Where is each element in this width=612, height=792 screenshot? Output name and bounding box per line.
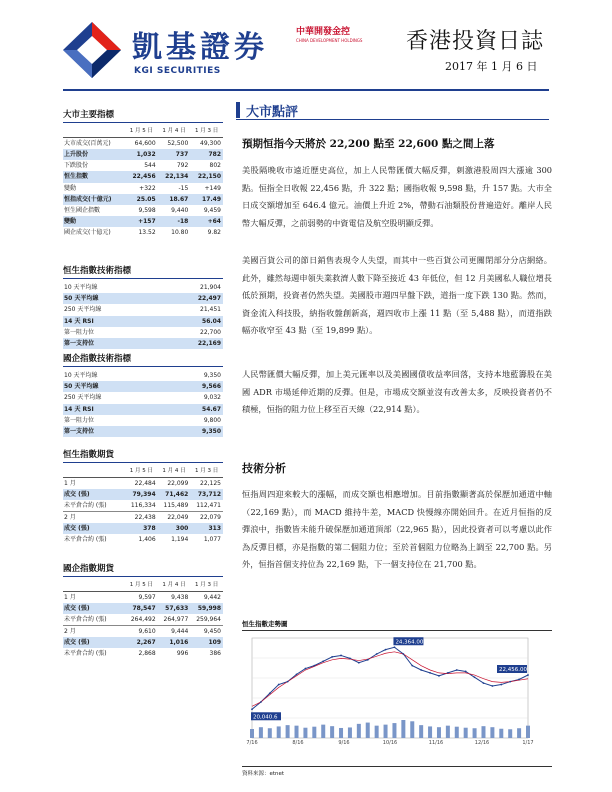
volume-bar — [526, 726, 530, 738]
header-divider — [63, 89, 549, 91]
table-header-row — [63, 580, 223, 592]
data-point — [438, 675, 440, 677]
hscei-technical-panel — [63, 352, 223, 437]
volume-bar — [473, 728, 477, 738]
cell-value: 802 — [209, 162, 221, 170]
data-point — [313, 665, 315, 667]
column-header: 1 月 5 日 — [125, 580, 158, 592]
row-label: 變動 — [63, 216, 125, 227]
table-row — [63, 149, 223, 160]
headline: 預期恒指今天將於 22,200 點至 22,600 點之間上落 — [242, 138, 495, 150]
table-row — [63, 205, 223, 216]
volume-bar — [312, 727, 316, 738]
column-header: 1 月 3 日 — [190, 580, 223, 592]
row-label: 下跌股份 — [64, 162, 89, 170]
row-label: 10 天平均線 — [64, 284, 98, 292]
cell-value: 79,394 — [125, 489, 158, 500]
x-tick-label: 9/16 — [338, 740, 350, 746]
cell-value: 737 — [158, 149, 191, 160]
table-row — [63, 370, 223, 381]
hscei-futures-title: 國企指數期貨 — [63, 562, 223, 577]
data-point — [296, 673, 298, 675]
volume-bar — [321, 725, 325, 738]
table-row — [63, 327, 223, 338]
data-point — [509, 681, 511, 683]
row-label: 14 天 RSI — [63, 404, 166, 415]
cell-value: 25.05 — [125, 194, 158, 205]
row-label: 大市成交(百萬元) — [64, 140, 111, 147]
row-label: 成交 (張) — [63, 637, 125, 648]
data-point — [411, 665, 413, 667]
table-row — [63, 512, 223, 524]
cell-value: 264,492 — [130, 616, 156, 624]
table-row — [63, 534, 223, 545]
row-label: 未平倉合約 (張) — [64, 616, 107, 624]
table-row — [63, 338, 223, 349]
cell-value: 73,712 — [190, 489, 223, 500]
cell-value: 1,194 — [171, 536, 189, 544]
volume-bar — [437, 727, 441, 738]
cell-value: 22,169 — [160, 338, 223, 349]
hscei-futures-table — [63, 580, 223, 660]
table-row — [63, 194, 223, 205]
data-point — [527, 674, 529, 676]
column-header: 1 月 3 日 — [190, 466, 223, 478]
cell-value: 996 — [176, 650, 189, 658]
column-header — [63, 466, 125, 478]
row-label: 2 月 — [63, 626, 125, 638]
cell-value: 9,598 — [138, 207, 156, 215]
data-point — [358, 662, 360, 664]
volume-bar — [277, 726, 281, 738]
data-point — [456, 669, 458, 671]
cell-value: 782 — [190, 149, 223, 160]
table-row — [63, 282, 223, 293]
data-point — [251, 708, 253, 710]
cell-value: 9,032 — [203, 394, 221, 402]
data-point — [305, 668, 307, 670]
table-row — [63, 426, 223, 437]
cell-value: 109 — [190, 637, 223, 648]
volume-bar — [295, 726, 299, 738]
column-header: 1 月 3 日 — [190, 126, 223, 138]
table-row — [63, 415, 223, 426]
cell-value: 9,459 — [203, 207, 221, 215]
cell-value: 378 — [125, 523, 158, 534]
brand-name-en: KGI SECURITIES — [134, 66, 221, 76]
market-review-title: 大市點評 — [246, 105, 299, 120]
row-label: 未平倉合約 (張) — [64, 536, 107, 544]
cell-value: +149 — [204, 184, 221, 192]
cell-value: 2,868 — [138, 650, 156, 658]
volume-bar — [517, 728, 521, 738]
data-point — [402, 653, 404, 655]
paragraph-4: 恒指周四迎來較大的漲幅，而成交額也相應增加。目前指數顯著高於保歷加通道中軸（22,169 點），而 MACD 維持牛差，MACD 快慢線亦開始回升。在近月恒指的反彈浪中，指數皆未能升破保歷加通道頂部（22,965 點），因此投資者可以考慮以此作為反彈目標，亦是指數的第二個阻力位；至於首個阻力位略為上調至 22,700 點。另外，恒指首個支持位為 22,169 點，下一個支持位在 21,700 點。 — [242, 489, 552, 569]
cell-value: 10.80 — [171, 229, 189, 237]
cell-value: 9,444 — [158, 626, 191, 638]
cell-value: 59,998 — [190, 603, 223, 614]
cell-value: 1,077 — [203, 536, 221, 544]
row-label: 未平倉合約 (張) — [64, 502, 107, 510]
volume-bar — [401, 720, 405, 738]
table-row — [63, 523, 223, 534]
volume-bar — [419, 725, 423, 738]
cell-value: 544 — [144, 162, 156, 170]
report-title: 香港投資日誌 — [406, 29, 545, 54]
cell-value: 22,049 — [158, 512, 191, 524]
data-point — [429, 672, 431, 674]
column-header: 1 月 4 日 — [158, 466, 191, 478]
x-tick-label: 11/16 — [428, 740, 444, 746]
cell-value: 22,456 — [125, 171, 158, 182]
volume-bar — [490, 727, 494, 738]
ctf-name-cn: 中華開發金控 — [296, 27, 351, 37]
hsi-futures-panel — [63, 448, 223, 546]
data-point — [385, 649, 387, 651]
cell-value: 115,489 — [163, 502, 189, 510]
cell-value: 57,633 — [158, 603, 191, 614]
table-row — [63, 637, 223, 648]
x-tick-label: 7/16 — [246, 740, 258, 746]
data-point — [474, 676, 476, 678]
row-label: 未平倉合約 (張) — [64, 650, 107, 658]
volume-bar — [348, 727, 352, 738]
technical-analysis-title: 技術分析 — [242, 462, 286, 475]
cell-value: 264,977 — [163, 616, 189, 624]
data-point — [322, 660, 324, 662]
volume-bar — [392, 723, 396, 738]
hsi-technical-title: 恒生指數技術指標 — [63, 264, 223, 279]
volume-bar — [375, 726, 379, 738]
cell-value: 21,451 — [200, 306, 221, 314]
column-header: 1 月 4 日 — [158, 580, 191, 592]
kgi-logo-icon — [63, 22, 121, 78]
chart-frame — [252, 638, 528, 738]
row-label: 成交 (張) — [63, 523, 125, 534]
volume-bar — [330, 726, 334, 738]
cell-value: 9,440 — [171, 207, 189, 215]
cell-value: 9,438 — [171, 594, 189, 601]
market-review-header — [236, 100, 549, 120]
cell-value: 9,450 — [190, 626, 223, 638]
cell-value: 22,134 — [158, 171, 191, 182]
table-row — [63, 227, 223, 238]
data-point — [518, 679, 520, 681]
cell-value: 22,484 — [134, 480, 156, 487]
data-point — [465, 671, 467, 673]
row-label: 14 天 RSI — [63, 316, 160, 327]
table-row — [63, 171, 223, 182]
data-point — [491, 685, 493, 687]
cell-value: 9,566 — [166, 381, 223, 392]
cell-value: 56.04 — [160, 316, 223, 327]
data-point — [269, 692, 271, 694]
table-row — [63, 489, 223, 500]
paragraph-2: 美國百貨公司的節日銷售表現令人失望，而其中一些百貨公司更關閉部分分店網絡。此外，雖然每週申領失業救濟人數下降至接近 43 年低位，但 12 月美國私人職位增長低於預期，投資者仍然失望。美國股市週四早盤下跌，道指一度下跌 130 點。然而，資金流入科技股，納指收盤創新高，週四收市上漲 11 點（至 5,488 點），而道指跌幅亦收窄至 43 點（至 19,899 點）。 — [242, 255, 552, 335]
volume-bar — [366, 723, 370, 738]
data-point — [367, 659, 369, 661]
hsi-technical-table — [63, 282, 223, 349]
row-label: 第一支持位 — [63, 338, 160, 349]
ctf-logo — [296, 24, 366, 43]
cell-value: 22,497 — [160, 293, 223, 304]
source-note: 資料來源：etnet — [242, 766, 552, 777]
volume-bar — [268, 728, 272, 738]
hsi-futures-body — [63, 478, 223, 546]
volume-bar — [455, 727, 459, 738]
row-label: 第一阻力位 — [64, 328, 95, 336]
paragraph-3: 人民幣匯價大幅反彈，加上美元匯率以及美國國債收益率回落，支持本地藍籌股在美國 ADR 市場延伸近期的反彈。但是，市場成交額並沒有改善太多，反映投資者仍不積極，恒指的阻力位上移至百天線（22,914 點）。 — [242, 369, 552, 414]
market-indicators-body — [63, 138, 223, 239]
table-header-row — [63, 466, 223, 478]
table-row — [63, 138, 223, 150]
row-label: 250 天平均線 — [64, 306, 102, 314]
cell-value: 2,267 — [125, 637, 158, 648]
cell-value: 18.67 — [158, 194, 191, 205]
cell-value: -15 — [178, 184, 189, 192]
data-point — [260, 701, 262, 703]
x-tick-label: 10/16 — [382, 740, 398, 746]
column-header: 1 月 5 日 — [125, 126, 158, 138]
data-point — [500, 684, 502, 686]
cell-value: 9,610 — [125, 626, 158, 638]
table-header-row — [63, 126, 223, 138]
cell-value: 259,964 — [196, 616, 221, 624]
cell-value: 22,150 — [190, 171, 223, 182]
row-label: 國企成交(十億元) — [64, 229, 111, 237]
cell-value: 22,125 — [200, 480, 221, 487]
volume-bar — [446, 726, 450, 738]
table-row — [63, 500, 223, 512]
annotation-label: 22,456.00 — [499, 667, 527, 674]
cell-value: 9,800 — [203, 416, 221, 424]
annotation-label: 24,364.00 — [395, 639, 424, 646]
cell-value: +157 — [125, 216, 158, 227]
cell-value: -18 — [158, 216, 191, 227]
hscei-technical-table — [63, 370, 223, 437]
hscei-technical-title: 國企指數技術指標 — [63, 352, 223, 367]
cell-value: 52,500 — [167, 140, 189, 147]
cell-value: 22,099 — [167, 480, 189, 487]
row-label: 1 月 — [64, 480, 76, 487]
column-header — [63, 126, 125, 138]
row-label: 恒生國企指數 — [64, 207, 101, 215]
x-tick-label: 8/16 — [292, 740, 304, 746]
volume-bar — [410, 721, 414, 738]
hscei-technical-body — [63, 370, 223, 437]
data-point — [420, 669, 422, 671]
row-label: 250 天平均線 — [64, 394, 102, 402]
table-row — [63, 648, 223, 659]
hsi-technical-body — [63, 282, 223, 349]
report-date: 2017 年 1 月 6 日 — [445, 60, 538, 73]
volume-bar — [286, 725, 290, 738]
cell-value: 300 — [158, 523, 191, 534]
cell-value: 9,350 — [203, 372, 221, 380]
table-row — [63, 404, 223, 415]
cell-value: 13.52 — [138, 229, 156, 237]
column-header: 1 月 4 日 — [158, 126, 191, 138]
chart-title: 恒生指數走勢圖 — [242, 619, 552, 631]
data-point — [349, 657, 351, 659]
cell-value: 9.82 — [207, 229, 221, 237]
hsi-futures-title: 恒生指數期貨 — [63, 448, 223, 463]
volume-bar — [259, 727, 263, 738]
hsi-futures-table — [63, 466, 223, 546]
row-label: 10 天平均線 — [64, 372, 98, 380]
data-point — [331, 656, 333, 658]
cell-value: 54.67 — [166, 404, 223, 415]
paragraph-1: 美股隔晚收市遠近歷史高位，加上人民幣匯價大幅反彈，刺激港股周四大漲逾 300 點。恒指全日收報 22,456 點，升 322 點；國指收報 9,598 點，升 157 點。大市全日成交額增加至 646.4 億元。油價上升近 2%，帶動石油類股份普遍造好。離岸人民幣大幅反彈，之前弱勢的中資電信及航空股明顯反彈。 — [242, 165, 552, 228]
market-indicators-title: 大市主要指標 — [63, 108, 223, 123]
cell-value: 386 — [209, 650, 221, 658]
market-indicators-table — [63, 126, 223, 239]
cell-value: 9,597 — [138, 594, 156, 601]
cell-value: 64,600 — [134, 140, 156, 147]
volume-bar — [357, 724, 361, 738]
table-row — [63, 603, 223, 614]
volume-bar — [339, 728, 343, 738]
column-header: 1 月 5 日 — [125, 466, 158, 478]
table-row — [63, 592, 223, 604]
row-label: 50 天平均線 — [63, 381, 166, 392]
row-label: 成交 (張) — [63, 489, 125, 500]
table-row — [63, 293, 223, 304]
cell-value: 116,334 — [130, 502, 156, 510]
data-point — [287, 681, 289, 683]
data-point — [483, 682, 485, 684]
table-row — [63, 216, 223, 227]
table-row — [63, 392, 223, 403]
column-header — [63, 580, 125, 592]
row-label: 第一支持位 — [63, 426, 166, 437]
cell-value: 1,406 — [138, 536, 156, 544]
volume-bar — [250, 729, 254, 738]
row-label: 恒指成交(十億元) — [63, 194, 125, 205]
cell-value: 1,016 — [158, 637, 191, 648]
table-row — [63, 304, 223, 315]
hsi-chart — [248, 632, 548, 746]
cell-value: 71,462 — [158, 489, 191, 500]
cell-value: 9,442 — [203, 594, 221, 601]
row-label: 第一阻力位 — [64, 416, 95, 424]
volume-bar — [384, 725, 388, 738]
cell-value: +322 — [139, 184, 156, 192]
cell-value: 792 — [176, 162, 189, 170]
cell-value: 17.49 — [190, 194, 223, 205]
data-point — [340, 655, 342, 657]
hsi-technical-panel — [63, 264, 223, 349]
cell-value: 313 — [190, 523, 223, 534]
cell-value: +64 — [190, 216, 223, 227]
brand-name-cn: 凱基證券 — [132, 30, 268, 65]
data-point — [278, 684, 280, 686]
row-label: 1 月 — [64, 594, 76, 601]
cell-value: 78,547 — [125, 603, 158, 614]
row-label: 上升股份 — [63, 149, 125, 160]
table-row — [63, 316, 223, 327]
cell-value: 1,032 — [125, 149, 158, 160]
row-label: 成交 (張) — [63, 603, 125, 614]
x-tick-label: 1/17 — [522, 740, 534, 746]
table-row — [63, 160, 223, 171]
table-row — [63, 478, 223, 490]
cell-value: 22,079 — [190, 512, 223, 524]
volume-bar — [481, 726, 485, 738]
row-label: 恒生指數 — [63, 171, 125, 182]
cell-value: 22,700 — [200, 328, 221, 336]
hscei-futures-body — [63, 592, 223, 660]
data-point — [394, 646, 396, 648]
table-row — [63, 381, 223, 392]
hscei-futures-panel — [63, 562, 223, 660]
cell-value: 112,471 — [196, 502, 221, 510]
volume-bar — [464, 728, 468, 738]
cell-value: 9,350 — [166, 426, 223, 437]
annotation-label: 20,040.6 — [253, 714, 278, 721]
data-point — [447, 672, 449, 674]
ctf-name-en: CHINA DEVELOPMENT HOLDINGS — [296, 38, 363, 43]
row-label: 變動 — [64, 184, 77, 192]
table-row — [63, 183, 223, 194]
table-row — [63, 626, 223, 638]
cell-value: 49,300 — [200, 140, 221, 147]
volume-bar — [303, 728, 307, 738]
market-indicators-panel — [63, 108, 223, 239]
x-tick-label: 12/16 — [474, 740, 490, 746]
row-label: 2 月 — [63, 512, 125, 524]
cell-value: 22,438 — [125, 512, 158, 524]
row-label: 50 天平均線 — [63, 293, 160, 304]
volume-bar — [499, 729, 503, 738]
volume-bar — [508, 729, 512, 738]
data-point — [376, 653, 378, 655]
table-row — [63, 614, 223, 626]
cell-value: 21,904 — [200, 284, 221, 292]
volume-bar — [428, 726, 432, 738]
section-marker — [236, 102, 240, 118]
